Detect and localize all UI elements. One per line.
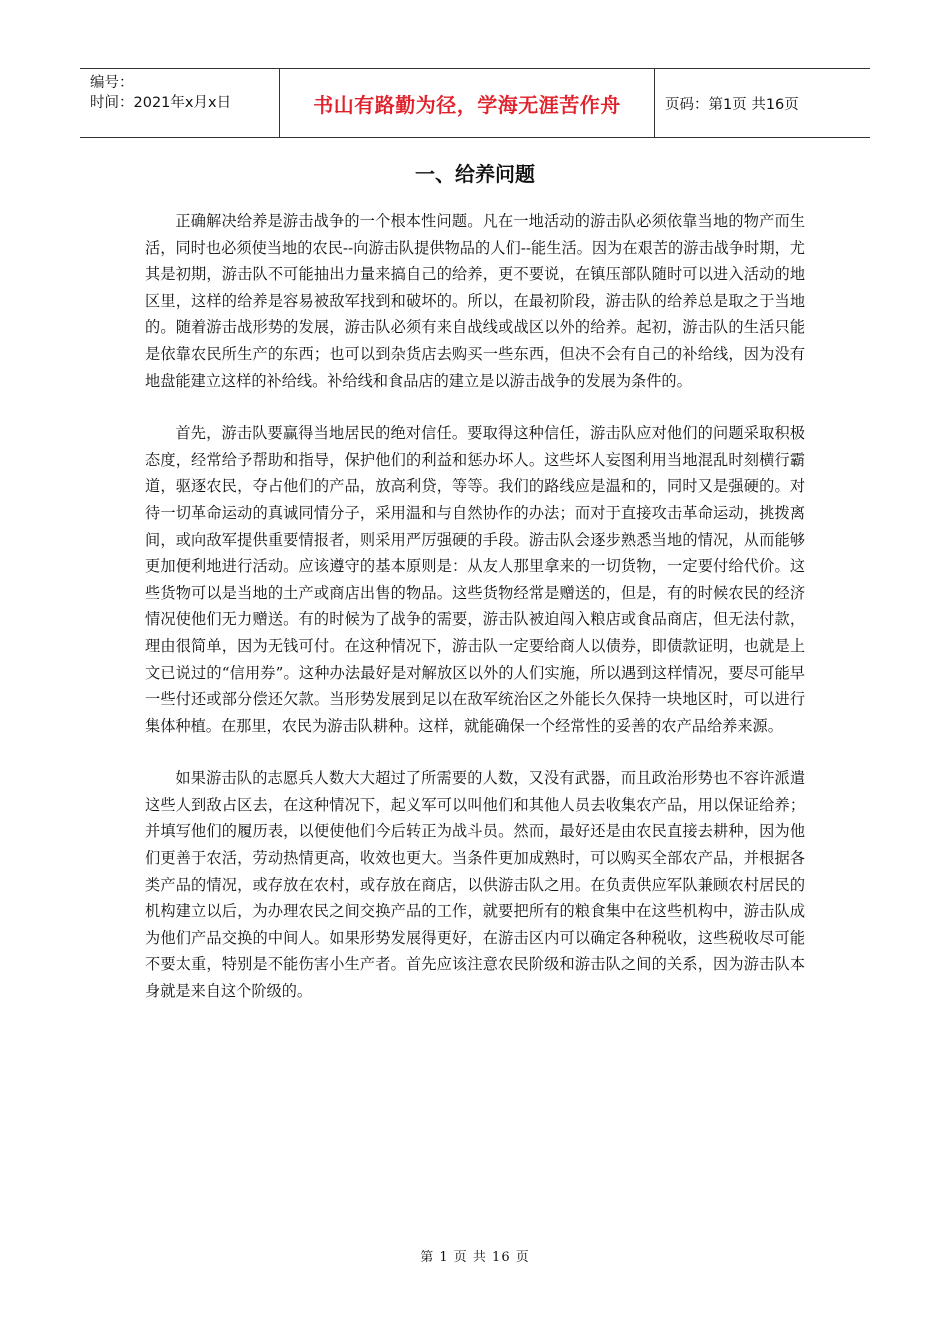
paragraph-3: 如果游击队的志愿兵人数大大超过了所需要的人数，又没有武器，而且政治形势也不容许派遣这些人到敌占区去，在这种情况下，起义军可以叫他们和其他人员去收集农产品，用以保证给养；并填写他们的履历表，以便使他们今后转正为战斗员。然而，最好还是由农民直接去耕种，因为他们更善于农活，劳动热情更高，收效也更大。当条件更加成熟时，可以购买全部农产品，并根据各类产品的情况，或存放在农村，或存放在商店，以供游击队之用。在负责供应军队兼顾农村居民的机构建立以后，为办理农民之间交换产品的工作，就要把所有的粮食集中在这些机构中，游击队成为他们产品交换的中间人。如果形势发展得更好，在游击区内可以确定各种税收，这些税收尽可能不要太重，特别是不能伤害小生产者。首先应该注意农民阶级和游击队之间的关系，因为游击队本身就是来自这个阶级的。 [145, 769, 805, 1001]
paragraph-1: 正确解决给养是游击战争的一个根本性问题。凡在一地活动的游击队必须依靠当地的物产而生活，同时也必须使当地的农民--向游击队提供物品的人们--能生活。因为在艰苦的游击战争时期，尤其是初期，游击队不可能抽出力量来搞自己的给养，更不要说，在镇压部队随时可以进入活动的地区里，这样的给养是容易被敌军找到和破坏的。所以，在最初阶段，游击队的给养总是取之于当地的。随着游击战形势的发展，游击队必须有来自战线或战区以外的给养。起初，游击队的生活只能是依靠农民所生产的东西；也可以到杂货店去购买一些东西，但决不会有自己的补给线，因为没有地盘能建立这样的补给线。补给线和食品店的建立是以游击战争的发展为条件的。 [145, 212, 805, 390]
page-header [80, 68, 870, 138]
header-time-label: 时间：2021年x月x日 [90, 95, 232, 111]
header-info-cell [80, 69, 280, 137]
paragraph-2: 首先，游击队要赢得当地居民的绝对信任。要取得这种信任，游击队应对他们的问题采取积极态度，经常给予帮助和指导，保护他们的利益和惩办坏人。这些坏人妄图利用当地混乱时刻横行霸道，驱逐农民，夺占他们的产品，放高利贷，等等。我们的路线应是温和的，同时又是强硬的。对待一切革命运动的真诚同情分子，采用温和与自然协作的办法；而对于直接攻击革命运动，挑拨离间，或向敌军提供重要情报者，则采用严厉强硬的手段。游击队会逐步熟悉当地的情况，从而能够更加便利地进行活动。应该遵守的基本原则是：从友人那里拿来的一切货物，一定要付给代价。这些货物可以是当地的土产或商店出售的物品。这些货物经常是赠送的，但是，有的时候农民的经济情况使他们无力赠送。有的时候为了战争的需要，游击队被迫闯入粮店或食品商店，但无法付款，理由很简单，因为无钱可付。在这种情况下，游击队一定要给商人以债券，即债款证明，也就是上文已说过的“信用券”。这种办法最好是对解放区以外的人们实施，所以遇到这样情况，要尽可能早一些付还或部分偿还欠款。当形势发展到足以在敌军统治区之外能长久保持一块地区时，可以进行集体种植。在那里，农民为游击队耕种。这样，就能确保一个经常性的妥善的农产品给养来源。 [145, 424, 805, 735]
page-footer: 第 1 页 共 16 页 [420, 1250, 530, 1265]
header-motto: 书山有路勤为径，学海无涯苦作舟 [280, 69, 655, 137]
header-page-info: 页码：第1页 共16页 [665, 96, 799, 113]
header-number-label: 编号： [90, 75, 134, 91]
document-title: 一、给养问题 [415, 162, 535, 186]
document-body [145, 208, 805, 1031]
